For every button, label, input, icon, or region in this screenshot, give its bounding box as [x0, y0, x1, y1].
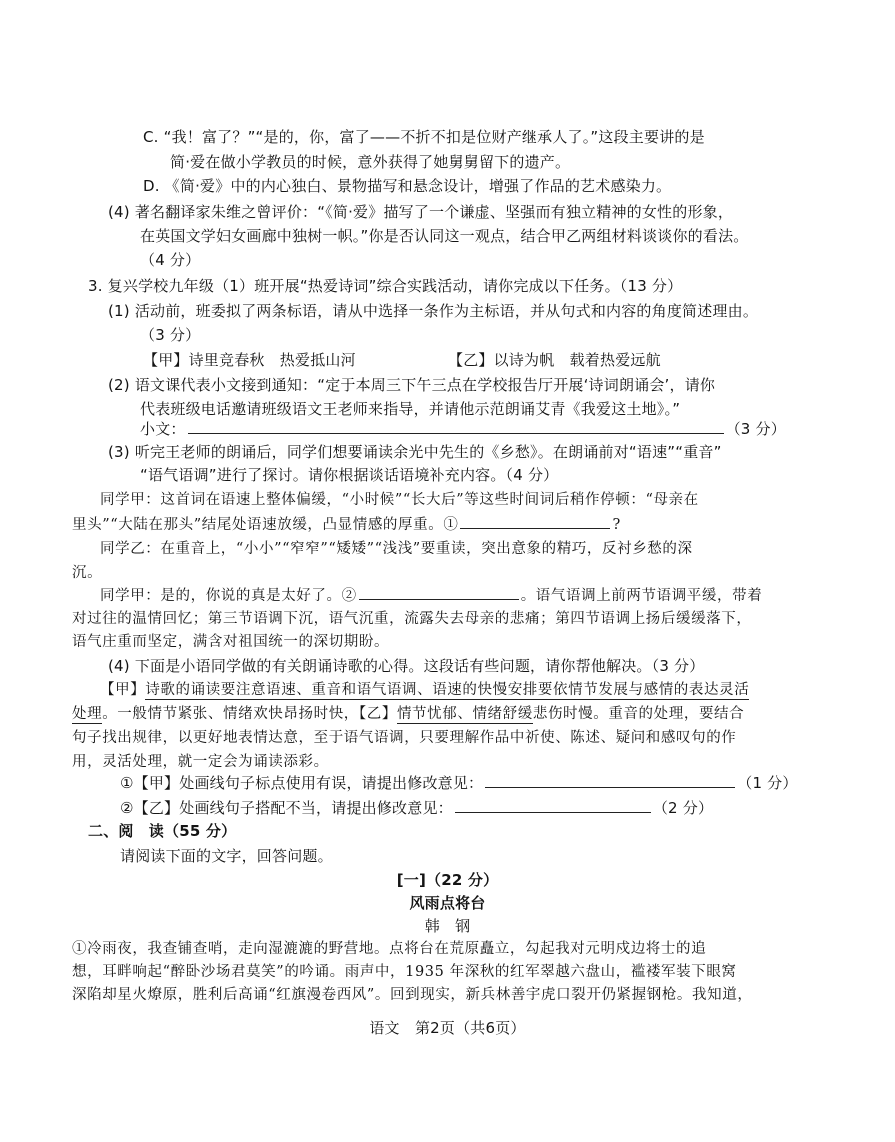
q4-line1: (4) 著名翻译家朱维之曾评价：“《简·爱》描写了一个谦虚、坚强而有独立精神的女性的形象， — [108, 203, 734, 221]
fix-1-row — [120, 773, 798, 793]
option-c-line2: 简·爱在做小学教员的时候，意外获得了她舅舅留下的遗产。 — [170, 153, 571, 171]
note-jia-label: 【甲】 — [100, 682, 146, 698]
note-yi-underlined: 情节忧郁、情绪舒缓 — [396, 706, 533, 722]
dialog-1-line2 — [72, 514, 621, 535]
option-d-line: D. 《简·爱》中的内心独白、景物描写和悬念设计，增强了作品的艺术感染力。 — [143, 177, 672, 195]
q3-task3-line2: “语气语调”进行了探讨。请你根据谈话语境补充内容。（4 分） — [140, 466, 559, 484]
dialog-1-line1: 同学甲：这首词在语速上整体偏缓，“小时候”“长大后”等这些时间词后稍作停顿：“母亲在 — [100, 492, 699, 508]
article-author: 韩 钢 — [424, 917, 471, 935]
blank-2[interactable] — [359, 585, 519, 600]
fix-2-blank[interactable] — [455, 798, 651, 813]
dialog-1-end: ? — [612, 517, 621, 533]
q3-task2-line1: (2) 语文课代表小文接到通知：“定于本周三下午三点在学校报告厅开展‘诗词朗诵会’，请你 — [108, 376, 716, 394]
q4-line2: 在英国文学妇女画廊中独树一帜。”你是否认同这一观点，结合甲乙两组材料谈谈你的看法。 — [140, 227, 749, 245]
note-end: 悲伤时慢。重音的处理，要结合 — [532, 706, 745, 722]
slogan-yi: 【乙】以诗为帆 载着热爱远航 — [448, 351, 661, 369]
note-jia-underlined: 诗歌的诵读要注意语速、重音和语气语调、语速的快慢安排要依情节发展与感情的表达灵活 — [145, 682, 750, 698]
dialog-2-line1: 同学乙：在重音上，“小小”“窄窄”“矮矮”“浅浅”要重读，突出意象的精巧，反衬乡愁的深 — [100, 541, 693, 557]
blank-1[interactable] — [460, 514, 610, 529]
reading-part: [一]（22 分） — [396, 871, 499, 889]
dialog-3-line3: 语气庄重而坚定，满含对祖国统一的深切期盼。 — [72, 634, 390, 650]
slogan-jia: 【甲】诗里竞春秋 热爱抵山河 — [143, 351, 356, 369]
dialog-3-post: 。语气语调上前两节语调平缓，带着 — [520, 588, 763, 604]
q3-task1-score: （3 分） — [140, 326, 201, 344]
note-line4: 用，灵活处理，就一定会为诵读添彩。 — [72, 754, 329, 770]
paragraph-1-line3: 深陷却星火燎原，胜利后高诵“红旗漫卷西风”。回到现实，新兵林善宇虎口裂开仍紧握钢枪。我知道， — [72, 987, 753, 1003]
q3-task2-answer-row — [140, 419, 786, 439]
reading-instruction: 请阅读下面的文字，回答问题。 — [120, 847, 333, 865]
answer-name-label: 小文： — [140, 420, 186, 438]
paragraph-1-line2: 想，耳畔响起“醉卧沙场君莫笑”的吟诵。雨声中，1935 年深秋的红军翠越六盘山，褴褛军装下眼窝 — [72, 964, 737, 980]
q3-task4-line: (4) 下面是小语同学做的有关朗诵诗歌的心得。这段话有些问题，请你帮他解决。（3 分） — [108, 657, 705, 675]
dialog-3-pre: 同学甲：是的，你说的真是太好了。② — [100, 588, 357, 604]
page-footer: 语文 第2页（共6页） — [369, 1019, 526, 1037]
section-heading: 二、阅 读（55 分） — [88, 822, 237, 840]
fix-1-text: ①【甲】处画线句子标点使用有误，请提出修改意见： — [120, 774, 484, 792]
note-mid: 。一般情节紧张、情绪欢快昂扬时快，【乙】 — [102, 706, 397, 722]
q3-task2-line2: 代表班级电话邀请班级语文王老师来指导，并请他示范朗诵艾青《我爱这土地》。” — [140, 400, 681, 418]
answer-blank-xiaowen[interactable] — [188, 419, 724, 434]
fix-2-score: （2 分） — [652, 799, 714, 817]
paragraph-1-line1: ①冷雨夜，我查铺查哨，走向湿漉漉的野营地。点将台在荒原矗立，勾起我对元明戍边将士的追 — [72, 941, 707, 957]
dialog-1-text: 里头”“大陆在那头”结尾处语速放缓，凸显情感的厚重。① — [72, 517, 459, 533]
fix-1-blank[interactable] — [485, 773, 735, 788]
dialog-2-line2: 沉。 — [72, 565, 103, 581]
fix-2-row — [120, 798, 713, 818]
note-line1 — [100, 680, 749, 700]
fix-1-score: （1 分） — [737, 774, 798, 792]
option-c-line1: C. “我！富了？”“是的，你，富了——不折不扣是位财产继承人了。”这段主要讲的是 — [143, 128, 705, 146]
q4-score: （4 分） — [140, 251, 201, 269]
q3-title: 3. 复兴学校九年级（1）班开展“热爱诗词”综合实践活动，请你完成以下任务。（13 分） — [88, 277, 683, 295]
dialog-3-line2: 对过往的温情回忆；第三节语调下沉，语气沉重，流露失去母亲的悲痛；第四节语调上扬后缓缓落下， — [72, 611, 752, 627]
article-title: 风雨点将台 — [409, 894, 486, 912]
note-line3: 句子找出规律，以更好地表情达意，至于语气语调，只要理解作品中祈使、陈述、疑问和感叹句的作 — [72, 730, 737, 746]
note-line2 — [72, 704, 744, 724]
fix-2-text: ②【乙】处画线句子搭配不当，请提出修改意见： — [120, 799, 453, 817]
note-jia-underlined-end: 处理 — [72, 706, 103, 722]
dialog-3-line1 — [100, 585, 762, 606]
q3-task3-line1: (3) 听完王老师的朗诵后，同学们想要诵读余光中先生的《乡愁》。在朗诵前对“语速”“重音” — [108, 443, 722, 461]
task2-score: （3 分） — [725, 420, 786, 438]
q3-task1-line1: (1) 活动前，班委拟了两条标语，请从中选择一条作为主标语，并从句式和内容的角度简述理由。 — [108, 302, 759, 320]
